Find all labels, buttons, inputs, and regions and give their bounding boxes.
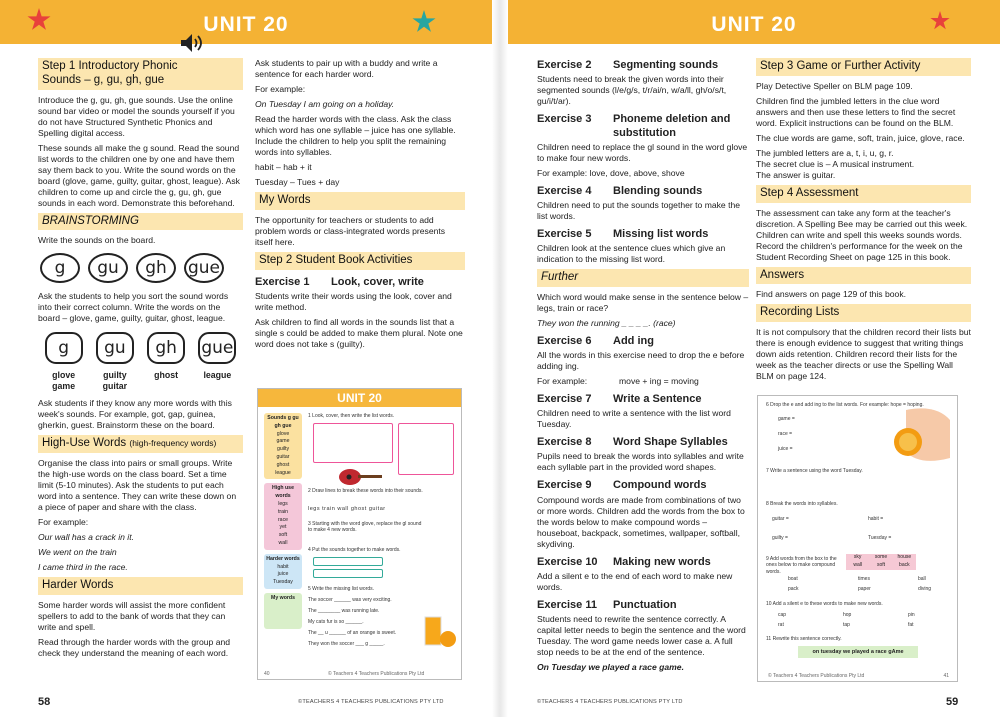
- thumb-q1: 1 Look, cover, then write the list words.: [308, 413, 395, 419]
- exercise-11-paragraph: Students need to rewrite the sentence correctly. A capital letter needs to begin the sentence and the word Tuesday. The word game needs lower case a. A full stop needs to be at the end of the sentence.: [537, 613, 746, 657]
- thumb-word: pin: [908, 612, 915, 618]
- answers-paragraph: Find answers on page 129 of this book.: [756, 289, 907, 300]
- answers-heading: Answers: [756, 267, 971, 285]
- harder-paragraph-2: Read through the harder words with the group and check they understand the meaning of each word.: [38, 636, 231, 658]
- thumb-word: rat: [778, 622, 784, 628]
- thumb-word: paper: [858, 586, 871, 592]
- thumb-word: tap: [843, 622, 850, 628]
- syllable-paragraph: Read the harder words with the class. Ask the class which word has one syllable – juice has one syllable. Include the children to help you split the remaining words into syllables.: [255, 114, 456, 157]
- thumb-line: The __ u ______ of an orange is sweet.: [308, 630, 397, 636]
- thumb-line: The soccer ______ was very exciting.: [308, 597, 392, 603]
- column-2: [255, 58, 465, 354]
- thumb-sentence: on tuesday we played a race gAme: [798, 646, 918, 658]
- thumb-box: [398, 423, 454, 475]
- exercise-5-heading: Exercise 5 Missing list words: [537, 228, 709, 241]
- left-page-number: 58: [38, 696, 51, 708]
- sort-paragraph: Ask the students to help you sort the sound words into their correct column. Write the words on the board – glove, game, guilty, guitar, ghost, league.: [38, 291, 229, 324]
- more-words-paragraph: Ask students if they know any more words with this week's sounds. For example, got, gap, guinea, gherkin, guest. Brainstorm these on the board.: [38, 398, 232, 431]
- step3-heading: Step 3 Game or Further Activity: [756, 58, 971, 76]
- speaker-icon: [179, 32, 205, 54]
- exercise-8-heading: Exercise 8 Word Shape Syllables: [537, 436, 728, 449]
- highuse-panel: High use words legs train race yet soft wall: [264, 483, 302, 549]
- exercise-7-heading: Exercise 7 Write a Sentence: [537, 393, 702, 406]
- thumb-word: times: [858, 576, 870, 582]
- guitar-icon: [336, 465, 386, 487]
- exercise-5-paragraph: Children look at the sentence clues which give an indication to the missing list word.: [537, 243, 726, 265]
- sound-box: g: [45, 332, 83, 364]
- exercise-4-heading: Exercise 4 Blending sounds: [537, 185, 703, 198]
- exercise-6-heading: Exercise 6 Add ing: [537, 335, 654, 348]
- thumb-line: My cats fur is so ______.: [308, 619, 364, 625]
- thumb-q3: 3 Starting with the word glove, replace the gl sound to make 4 new words.: [308, 521, 422, 534]
- thumb-word-box: sky some house wall soft back: [846, 554, 916, 570]
- example-label: For example:: [38, 517, 89, 528]
- exercise-6-example: For example: move + ing = moving: [537, 376, 699, 387]
- orange-juice-icon: [421, 609, 457, 649]
- thumb-copyright: © Teachers 4 Teachers Publications Pty Ltd: [768, 672, 865, 679]
- example-sentence: Our wall has a crack in it.: [38, 532, 134, 543]
- thumb-word: boat: [788, 576, 798, 582]
- sound-words: glove game: [52, 370, 76, 392]
- further-heading: Further: [537, 269, 749, 287]
- sound-words: league: [203, 370, 232, 381]
- thumb-q6: 6 Drop the e and add ing to the list words. For example: hope = hoping.: [766, 402, 924, 408]
- brainstorming-heading: BRAINSTORMING: [38, 213, 243, 231]
- thumbnail-title: UNIT 20: [258, 389, 461, 407]
- highuse-subtitle: (high-frequency words): [129, 438, 217, 449]
- my-words-paragraph: The opportunity for teachers or students to add problem words or class-integrated words presents itself here.: [255, 214, 446, 247]
- sound-oval: gh: [136, 253, 176, 283]
- thumb-word: hop: [843, 612, 852, 618]
- thumb-q7: 7 Write a sentence using the word Tuesday.: [766, 468, 863, 474]
- secret-clue: The secret clue is – A musical instrument.: [756, 158, 915, 169]
- exercise-3-heading: Exercise 3 Phoneme deletion and substitution: [537, 113, 731, 140]
- thumb-blend-box: [313, 569, 383, 578]
- sound-oval: gu: [88, 253, 128, 283]
- mywords-panel: My words: [264, 593, 302, 629]
- answer: The answer is guitar.: [756, 169, 836, 180]
- sound-box: gue: [198, 332, 236, 364]
- thumb-word: guilty =: [772, 535, 788, 541]
- hand-squeezing-orange-icon: [886, 406, 952, 462]
- sound-words: ghost: [154, 370, 179, 381]
- thumb-q10: 10 Add a silent e to these words to make new words.: [766, 601, 883, 607]
- step4-heading: Step 4 Assessment: [756, 185, 971, 203]
- step2-heading: Step 2 Student Book Activities: [255, 252, 465, 270]
- exercise-10-paragraph: Add a silent e to the end of each word to make new words.: [537, 570, 733, 592]
- exercise-11-heading: Exercise 11 Punctuation: [537, 598, 677, 611]
- page-gutter: [492, 0, 508, 717]
- thumb-line: They won the soccer ___ g _____.: [308, 641, 385, 647]
- left-unit-title: UNIT 20: [203, 13, 289, 36]
- intro-paragraph: Introduce the g, gu, gh, gue sounds. Use the online sound bar video or model the sounds yourself if you do not have Structured Synthetic Phonics and Spelling digital access.: [38, 94, 235, 138]
- example-sentence: We went on the train: [38, 547, 117, 558]
- play-paragraph: Play Detective Speller on BLM page 109.: [756, 80, 913, 91]
- thumb-word: Tuesday =: [868, 535, 892, 541]
- exercise-9-paragraph: Compound words are made from combinations of two or more words. Children add the words from the box to the words below to make compound words – houseboat, backpack, sometimes, wallpaper, softball, skydiving.: [537, 494, 745, 549]
- column-1: [38, 58, 243, 663]
- my-words-heading: My Words: [255, 192, 465, 210]
- thumb-word: juice =: [778, 446, 793, 452]
- sound-oval: gue: [184, 253, 224, 283]
- thumb-q2: 2 Draw lines to break these words into their sounds.: [308, 488, 423, 494]
- step1-heading: Step 1 Introductory Phonic Sounds – g, gu, gh, gue: [38, 58, 243, 90]
- sounds-paragraph: These sounds all make the g sound. Read the sound list words to the children one by one and have them say them back to you. Write the sound words on the board (glove, game, guilty, guitar, ghost, league). Ask children to come up and circle the g, gu, gh, gue sounds in each word. Demonstrate this beforehand.: [38, 142, 240, 208]
- thumb-word: cap: [778, 612, 787, 618]
- thumb-word: guitar =: [772, 516, 789, 522]
- student-page-thumbnail-41: [757, 395, 958, 682]
- harder-paragraph-1: Some harder words will assist the more confident spellers to add to the bank of words that they can write and spell.: [38, 599, 226, 632]
- exercise-2-paragraph: Students need to break the given words into their segmented sounds (l/e/g/s, t/r/ai/n, w/a/ll, gh/o/s/t, gu/i/t/ar).: [537, 74, 727, 107]
- example-label: For example:: [255, 84, 306, 94]
- exercise-8-paragraph: Pupils need to break the words into syllables and write each syllable part in the provided word shapes.: [537, 451, 744, 473]
- thumb-word: race =: [778, 431, 793, 437]
- example-sentence: I came third in the race.: [38, 562, 128, 573]
- thumb-q5: 5 Write the missing list words.: [308, 586, 375, 592]
- right-unit-title: UNIT 20: [711, 13, 797, 36]
- thumb-word: diving: [918, 586, 932, 592]
- exercise-7-paragraph: Children need to write a sentence with the list word Tuesday.: [537, 408, 731, 430]
- exercise-2-heading: Exercise 2 Segmenting sounds: [537, 59, 719, 71]
- sound-ovals: [40, 253, 243, 283]
- sound-box: gh: [147, 332, 185, 364]
- jumbled-letters: The jumbled letters are a, t, i, u, g, r.: [756, 147, 894, 158]
- thumb-line: The ________ was running late.: [308, 608, 380, 614]
- thumb-word: fat: [908, 622, 914, 628]
- recording-heading: Recording Lists: [756, 304, 971, 322]
- habit-split: habit – hab + it: [255, 162, 312, 172]
- exercise-6-paragraph: All the words in this exercise need to drop the e before adding ing.: [537, 350, 745, 372]
- thumb-q4: 4 Put the sounds together to make words.: [308, 547, 401, 553]
- column-4: [756, 58, 971, 386]
- brainstorm-paragraph: Write the sounds on the board.: [38, 235, 156, 246]
- exercise-11-answer: On Tuesday we played a race game.: [537, 661, 684, 672]
- thumb-q9: 9 Add words from the box to the ones below to make compound words.: [766, 556, 837, 575]
- assessment-paragraph: The assessment can take any form at the teacher's discretion. A Spelling Bee may be carried out this week. Children can write and spell this weeks sounds words. Record the children's performance for the week on the Student Recording Sheet on page 125 in this book.: [756, 207, 968, 262]
- thumb-blend-box: [313, 557, 383, 566]
- highuse-heading: [38, 435, 243, 453]
- harder-words-heading: Harder Words: [38, 577, 243, 595]
- sound-sort-grid: [38, 332, 243, 392]
- tuesday-split: Tuesday – Tues + day: [255, 177, 340, 187]
- exercise-3-paragraph: Children need to replace the gl sound in the word glove to make four new words.: [537, 142, 748, 164]
- recording-paragraph: It is not compulsory that the children record their lists but there is enough evidence to suggest that writing things down aids retention. Children record their lists for the week as the teacher directs or use the Spelling Wall BLM on page 124.: [756, 327, 971, 382]
- further-example: They won the running _ _ _ _. (race): [537, 318, 676, 329]
- further-paragraph: Which word would make sense in the sentence below – legs, train or race?: [537, 292, 749, 314]
- harder-panel: Harder words habit juice Tuesday: [264, 554, 302, 589]
- exercise-1-heading: Exercise 1 Look, cover, write: [255, 275, 424, 288]
- thumb-copyright: © Teachers 4 Teachers Publications Pty Ltd: [328, 670, 425, 677]
- jumbled-paragraph: Children find the jumbled letters in the clue word answers and then use these letters to find the secret word. Explicit instructions can be found on the BLM.: [756, 95, 956, 128]
- holiday-sentence: On Tuesday I am going on a holiday.: [255, 99, 395, 109]
- thumb-word: habit =: [868, 516, 884, 522]
- exercise-9-heading: Exercise 9 Compound words: [537, 479, 707, 492]
- right-copyright: ©TEACHERS 4 TEACHERS PUBLICATIONS PTY LTD: [537, 699, 683, 705]
- student-page-thumbnail-40: [257, 388, 462, 680]
- thumb-word: game =: [778, 416, 795, 422]
- sound-box: gu: [96, 332, 134, 364]
- exercise-1-paragraph-1: Students write their words using the look, cover and write method.: [255, 290, 452, 312]
- pair-paragraph: Ask students to pair up with a buddy and write a sentence for each harder word.: [255, 58, 438, 79]
- thumb-q11: 11 Rewrite this sentence correctly.: [766, 636, 842, 642]
- highuse-paragraph: Organise the class into pairs or small groups. Write the high-use words on the class board. Set a time limit (5-10 minutes). Ask the students to put each word into a sentence. They can write these down on a piece of paper and share with the class.: [38, 458, 237, 513]
- exercise-3-example: For example: love, dove, above, shove: [537, 168, 685, 179]
- thumb-page-num: 40: [264, 670, 270, 677]
- highuse-title: High-Use Words: [42, 437, 127, 450]
- clue-paragraph: The clue words are game, soft, train, juice, glove, race.: [756, 132, 965, 143]
- thumb-page-num: 41: [943, 672, 949, 679]
- thumb-q2-words: legs train wall ghost guitar: [308, 506, 386, 512]
- sounds-panel: Sounds g gu gh gue glove game guilty guitar ghost league: [264, 413, 302, 479]
- thumb-box: [313, 423, 393, 463]
- thumb-q8: 8 Break the words into syllables.: [766, 501, 838, 507]
- thumb-word: pack: [788, 586, 799, 592]
- right-page-number: 59: [946, 696, 959, 708]
- exercise-4-paragraph: Children need to put the sounds together to make the list words.: [537, 200, 741, 222]
- column-3: [537, 58, 749, 677]
- left-copyright: ©TEACHERS 4 TEACHERS PUBLICATIONS PTY LTD: [298, 699, 444, 705]
- thumb-word: ball: [918, 576, 926, 582]
- sound-words: guilty guitar: [102, 370, 128, 392]
- exercise-1-paragraph-2: Ask children to find all words in the sounds list that a single s could be added to make them plural. Note one word does not take s (guilty).: [255, 316, 463, 349]
- sound-oval: g: [40, 253, 80, 283]
- exercise-10-heading: Exercise 10 Making new words: [537, 555, 711, 568]
